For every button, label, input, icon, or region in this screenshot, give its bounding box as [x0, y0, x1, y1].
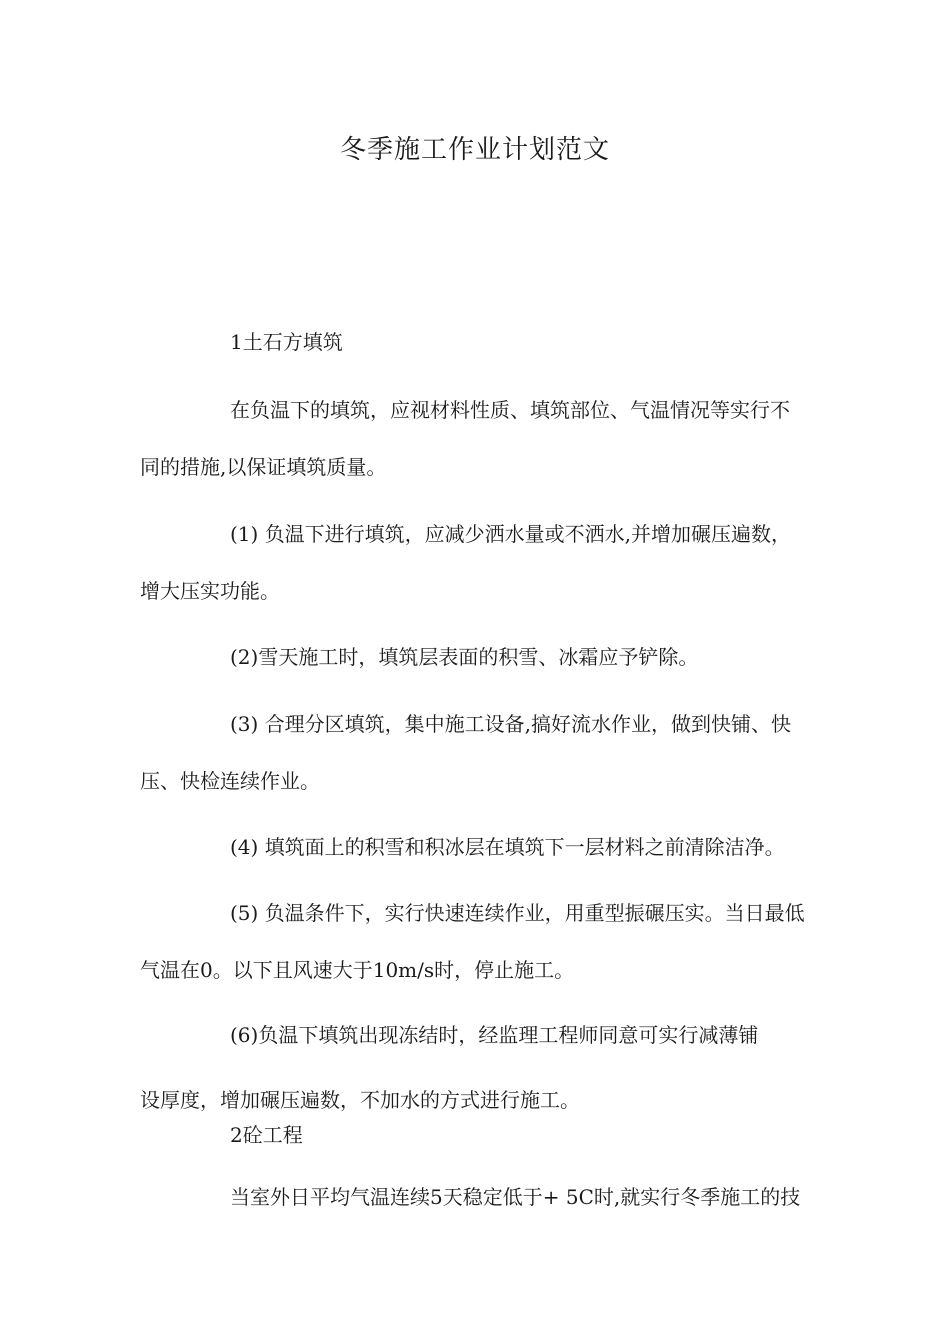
section-heading-earthwork: 1土石方填筑 [230, 330, 343, 354]
list-item-4-line: (4) 填筑面上的积雪和积冰层在填筑下一层材料之前清除洁净。 [230, 835, 785, 859]
list-item-5-line: (5) 负温条件下，实行快速连续作业，用重型振碾压实。当日最低 [230, 901, 805, 925]
paragraph-line: 当室外日平均气温连续5天稳定低于+ 5C时,就实行冬季施工的技 [230, 1185, 801, 1209]
paragraph-line: 在负温下的填筑，应视材料性质、填筑部位、气温情况等实行不 [230, 398, 790, 422]
list-item-5-line: 气温在0。以下且风速大于10m/s时，停止施工。 [140, 958, 575, 982]
list-item-6-line: 设厚度，增加碾压遍数，不加水的方式进行施工。 [140, 1088, 580, 1112]
list-item-3-line: (3) 合理分区填筑，集中施工设备,搞好流水作业，做到快铺、快 [230, 712, 792, 736]
list-item-1-line: 增大压实功能。 [140, 579, 280, 603]
list-item-6-line: (6)负温下填筑出现冻结时，经监理工程师同意可实行减薄铺 [230, 1023, 759, 1047]
list-item-2-line: (2)雪天施工时，填筑层表面的积雪、冰霜应予铲除。 [230, 645, 699, 669]
list-item-3-line: 压、快检连续作业。 [140, 769, 320, 793]
paragraph-line: 同的措施,以保证填筑质量。 [140, 455, 387, 479]
list-item-1-line: (1) 负温下进行填筑，应减少洒水量或不洒水,并增加碾压遍数， [230, 522, 792, 546]
section-heading-concrete: 2砼工程 [230, 1123, 303, 1147]
document-title: 冬季施工作业计划范文 [339, 135, 610, 165]
